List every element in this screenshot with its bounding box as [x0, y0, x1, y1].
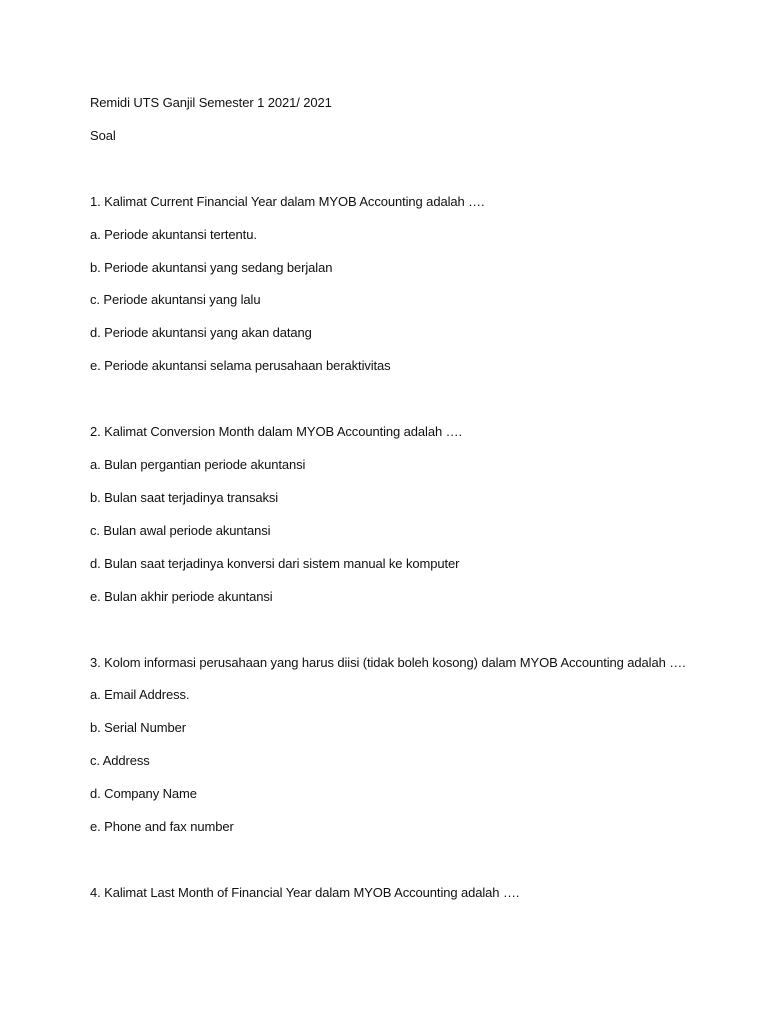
- option-c: c. Address: [90, 753, 150, 768]
- option-d: d. Company Name: [90, 786, 197, 801]
- option-e: e. Periode akuntansi selama perusahaan beraktivitas: [90, 358, 391, 373]
- question-text: 1. Kalimat Current Financial Year dalam MYOB Accounting adalah ….: [90, 194, 485, 209]
- option-a: a. Email Address.: [90, 687, 190, 702]
- question-text: 4. Kalimat Last Month of Financial Year dalam MYOB Accounting adalah ….: [90, 885, 520, 900]
- question-text: 2. Kalimat Conversion Month dalam MYOB Accounting adalah ….: [90, 424, 463, 439]
- option-a: a. Bulan pergantian periode akuntansi: [90, 457, 306, 472]
- option-b: b. Serial Number: [90, 720, 186, 735]
- option-b: b. Periode akuntansi yang sedang berjalan: [90, 260, 333, 275]
- option-d: d. Bulan saat terjadinya konversi dari sistem manual ke komputer: [90, 556, 460, 571]
- option-e: e. Bulan akhir periode akuntansi: [90, 589, 273, 604]
- document-title: Remidi UTS Ganjil Semester 1 2021/ 2021: [90, 95, 332, 110]
- option-d: d. Periode akuntansi yang akan datang: [90, 325, 312, 340]
- option-a: a. Periode akuntansi tertentu.: [90, 227, 257, 242]
- option-e: e. Phone and fax number: [90, 819, 234, 834]
- question-text: 3. Kolom informasi perusahaan yang harus diisi (tidak boleh kosong) dalam MYOB Accounting adalah ….: [90, 655, 686, 670]
- option-b: b. Bulan saat terjadinya transaksi: [90, 490, 279, 505]
- section-label: Soal: [90, 128, 116, 143]
- option-c: c. Bulan awal periode akuntansi: [90, 523, 271, 538]
- option-c: c. Periode akuntansi yang lalu: [90, 292, 261, 307]
